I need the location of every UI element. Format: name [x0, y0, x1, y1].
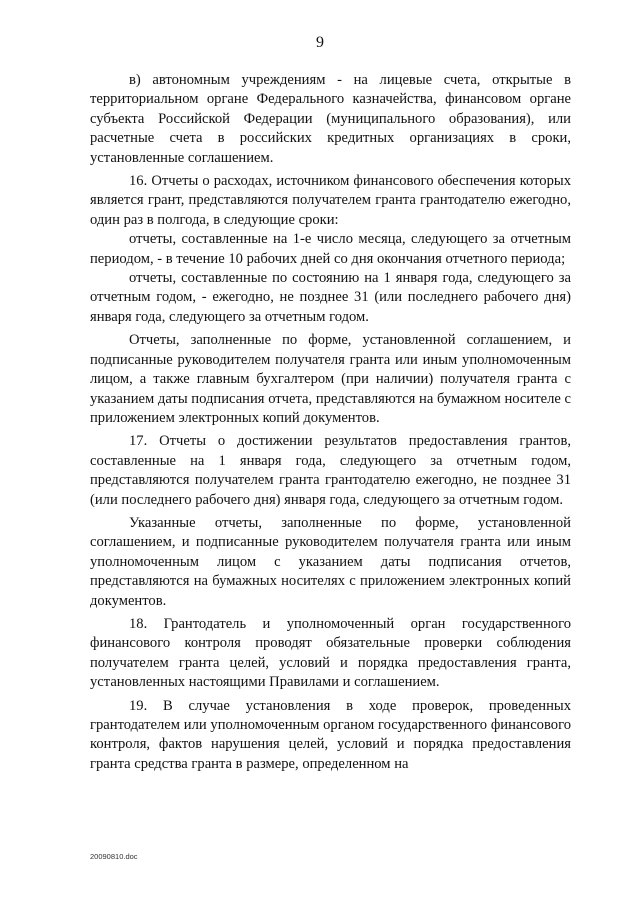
- paragraph-16-expense-reports: 16. Отчеты о расходах, источником финансового обеспечения которых является грант, представляются получателем гранта грантодателю ежегодно, один раз в полгода, в следующие сроки:: [90, 173, 571, 228]
- page-number: 9: [316, 34, 324, 51]
- paragraph-18-inspections: 18. Грантодатель и уполномоченный орган государственного финансового контроля проводят обязательные проверки соблюдения получателем гранта целей, условий и порядка предоставления гранта, установленных настоящими Правилами и соглашением.: [90, 615, 571, 691]
- paragraph-report-form: Отчеты, заполненные по форме, установленной соглашением, и подписанные руководителем получателя гранта или иным уполномоченным лицом, а также главным бухгалтером (при наличии) получателя гранта с указанием даты подписания отчета, представляются на бумажном носителе с приложением электронных копий документов.: [90, 332, 571, 426]
- paragraph-annual-reports: отчеты, составленные по состоянию на 1 января года, следующего за отчетным годом, - ежегодно, не позднее 31 (или последнего рабочего дня) января года, следующего за отчетным годом.: [90, 270, 571, 325]
- paragraph-autonomous-institutions: в) автономным учреждениям - на лицевые счета, открытые в территориальном органе Федерального казначейства, финансовом органе субъекта Российской Федерации (муниципального образования), или расчетные счета в российских кредитных организациях в сроки, установленные соглашением.: [90, 72, 571, 166]
- document-body: [90, 71, 571, 774]
- paragraph-results-report-form: Указанные отчеты, заполненные по форме, установленной соглашением, и подписанные руководителем получателя гранта или иным уполномоченным лицом с указанием даты подписания отчетов, представляются на бумажных носителях с приложением электронных копий документов.: [90, 514, 571, 609]
- paragraph-19-violations: 19. В случае установления в ходе проверок, проведенных грантодателем или уполномоченным органом государственного финансового контроля, фактов нарушения целей, условий и порядка предоставления гранта средства гранта в размере, определенном на: [90, 697, 571, 772]
- footer-filename: 20090810.doc: [90, 852, 138, 861]
- paragraph-monthly-reports: отчеты, составленные на 1-е число месяца, следующего за отчетным периодом, - в течение 10 рабочих дней со дня окончания отчетного периода;: [90, 231, 571, 267]
- paragraph-17-results-reports: 17. Отчеты о достижении результатов предоставления грантов, составленные на 1 января года, следующего за отчетным годом, представляются получателем гранта грантодателю ежегодно, не позднее 31 (или последнего рабочего дня) января года, следующего за отчетным годом.: [90, 433, 571, 508]
